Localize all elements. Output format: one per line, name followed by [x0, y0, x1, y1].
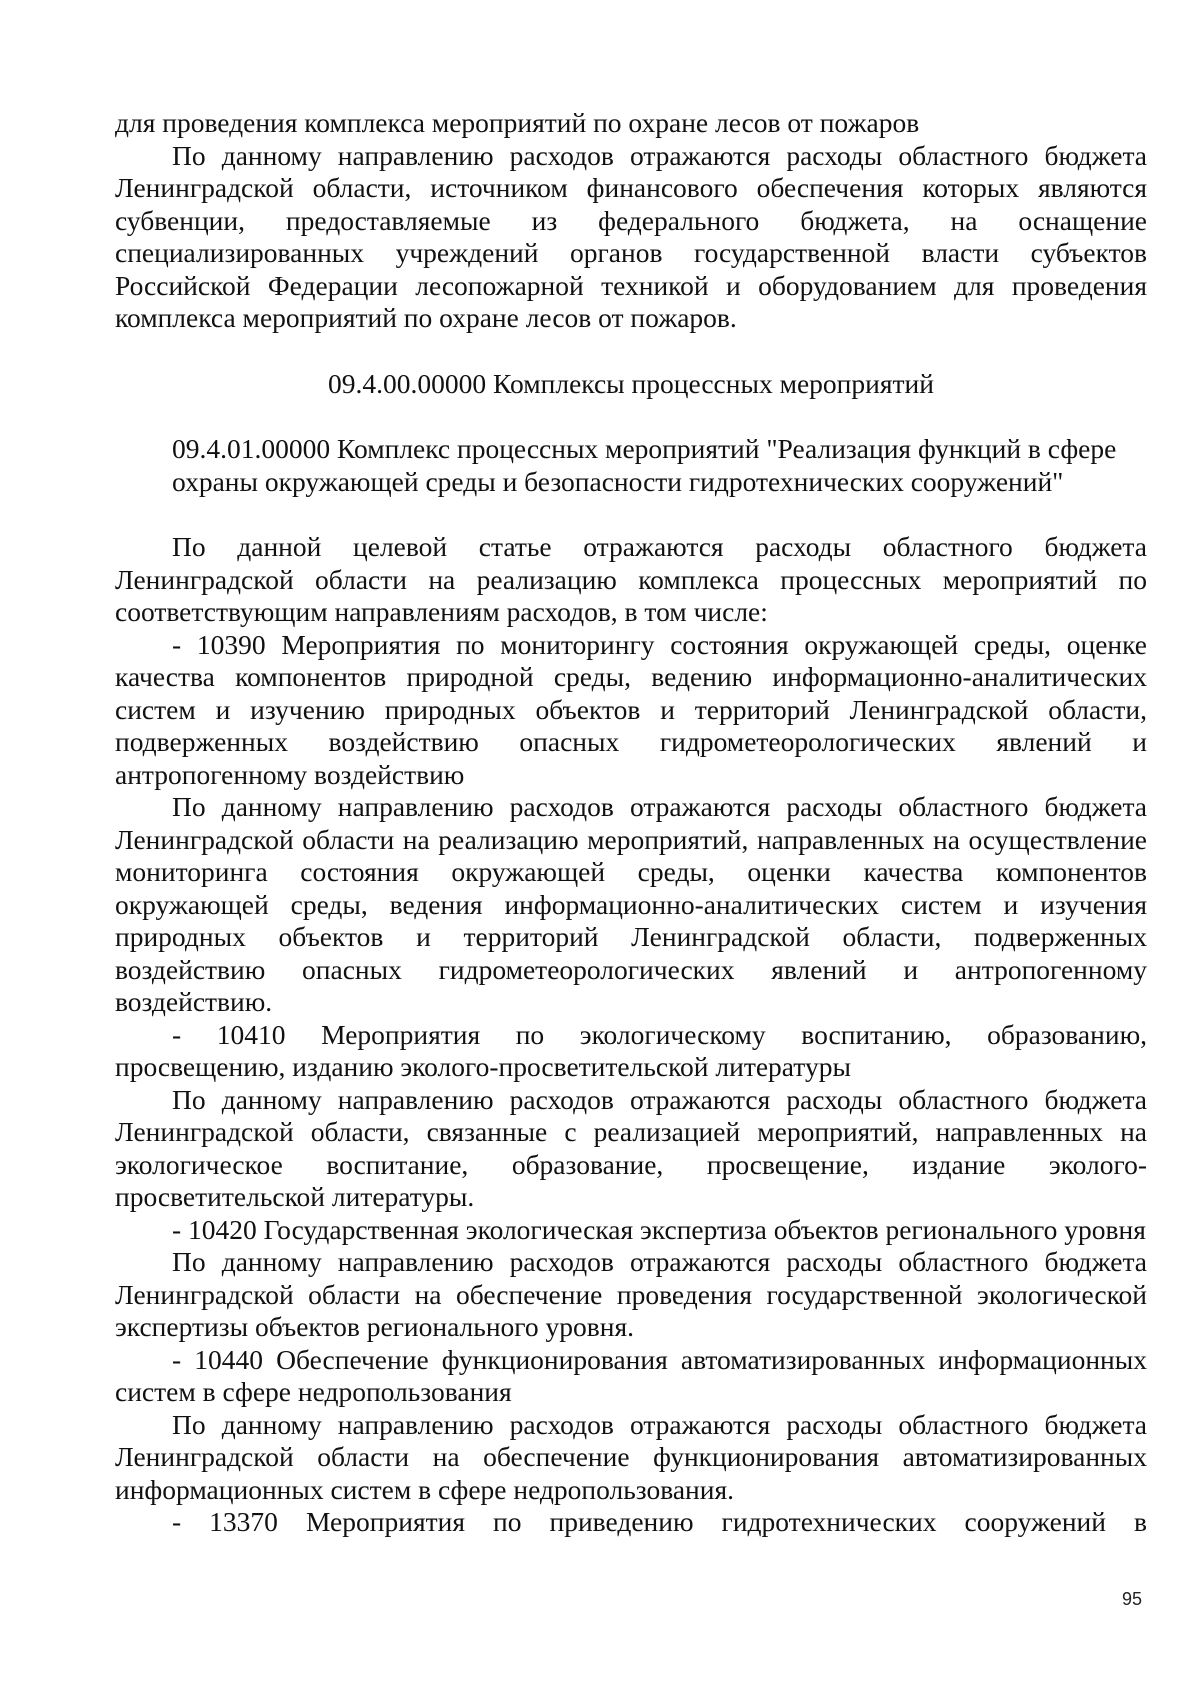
paragraph-continuation: для проведения комплекса мероприятий по охране лесов от пожаров [115, 107, 920, 138]
document-page [115, 107, 1147, 1539]
list-item-10410: - 10410 Мероприятия по экологическому воспитанию, образованию, просвещению, изданию эколого-просветительской литературы [115, 1018, 1147, 1082]
paragraph-10390-description: По данному направлению расходов отражаются расходы областного бюджета Ленинградской области на реализацию мероприятий, направленных на осуществление мониторинга состояния окружающей среды, оценки качества компонентов окружающей среды, ведения информационно-аналитических систем и изучения природных объектов и территорий Ленинградской области, подверженных воздействию опасных гидрометеорологических явлений и антропогенному воздействию. [115, 791, 1147, 1017]
list-item-10390: - 10390 Мероприятия по мониторингу состояния окружающей среды, оценке качества компонентов природной среды, ведению информационно-аналитических систем и изучению природных объектов и территорий Ленинградской области, подверженных воздействию опасных гидрометеорологических явлений и антропогенному воздействию [115, 628, 1147, 790]
page-number: 95 [1122, 1589, 1143, 1609]
section-heading: 09.4.00.00000 Комплексы процессных мероприятий [328, 367, 934, 399]
paragraph-target-article: По данной целевой статье отражаются расходы областного бюджета Ленинградской области на реализацию комплекса процессных мероприятий по соответствующим направлениям расходов, в том числе: [115, 531, 1147, 627]
paragraph-10420-description: По данному направлению расходов отражаются расходы областного бюджета Ленинградской области на обеспечение проведения государственной экологической экспертизы объектов регионального уровня. [115, 1246, 1147, 1342]
paragraph-subvention-description: По данному направлению расходов отражаются расходы областного бюджета Ленинградской области, источником финансового обеспечения которых являются субвенции, предоставляемые из федерального бюджета, на оснащение специализированных учреждений органов государственной власти субъектов Российской Федерации лесопожарной техникой и оборудованием для проведения комплекса мероприятий по охране лесов от пожаров. [115, 139, 1147, 333]
list-item-10420: - 10420 Государственная экологическая экспертиза объектов регионального уровня [172, 1213, 1146, 1245]
subsection-heading: 09.4.01.00000 Комплекс процессных мероприятий "Реализация функций в сфере охраны окружающей среды и безопасности гидротехнических сооружений" [172, 433, 1117, 497]
list-item-13370: - 13370 Мероприятия по приведению гидротехнических сооружений в [172, 1506, 1147, 1537]
paragraph-10410-description: По данному направлению расходов отражаются расходы областного бюджета Ленинградской области, связанные с реализацией мероприятий, направленных на экологическое воспитание, образование, просвещение, издание эколого-просветительской литературы. [115, 1083, 1147, 1212]
list-item-10440: - 10440 Обеспечение функционирования автоматизированных информационных систем в сфере недропользования [115, 1343, 1147, 1407]
paragraph-10440-description: По данному направлению расходов отражаются расходы областного бюджета Ленинградской области на обеспечение функционирования автоматизированных информационных систем в сфере недропользования. [115, 1408, 1147, 1505]
